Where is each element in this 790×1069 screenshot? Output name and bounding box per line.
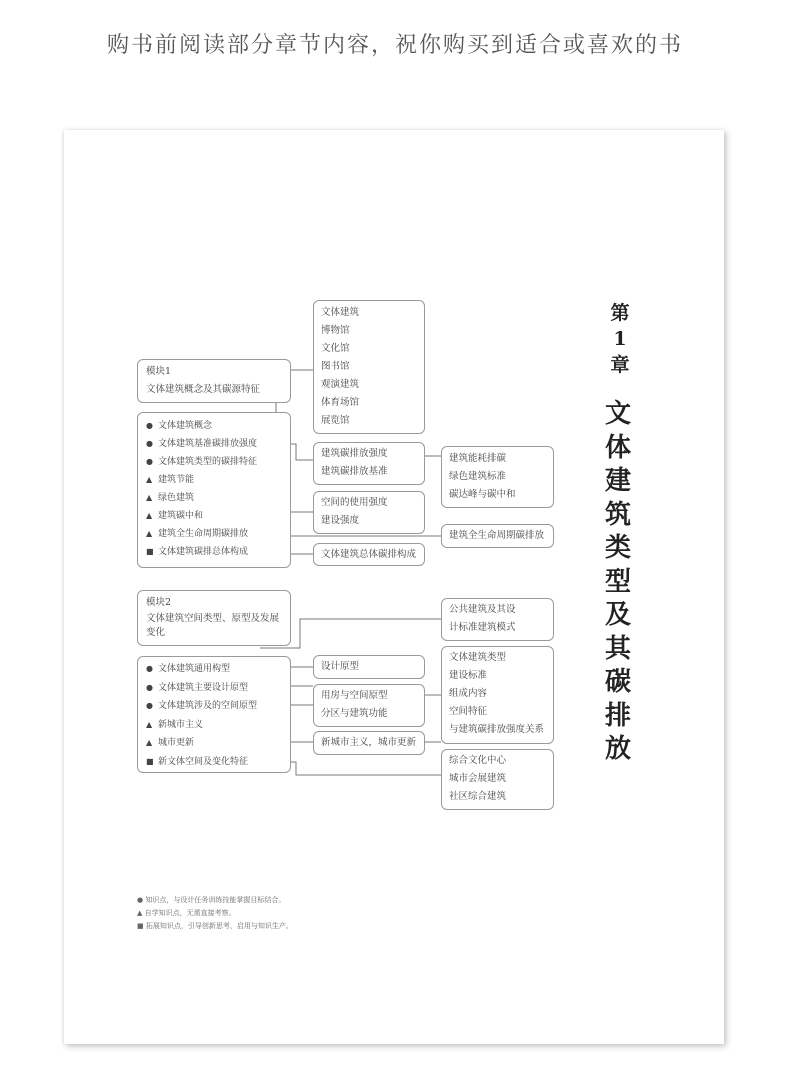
list-item: ● 文体建筑主要设计原型 <box>146 682 249 693</box>
list-item: 综合文化中心 <box>449 755 507 766</box>
list-item: 空间特征 <box>449 706 488 717</box>
list-item: ■ 新文体空间及变化特征 <box>146 756 249 767</box>
list-item: 设计原型 <box>321 661 360 672</box>
module1-subtitle: 文体建筑概念及其碳源特征 <box>146 384 261 395</box>
list-item: ■ 文体建筑碳排总体构成 <box>146 547 249 557</box>
list-item: 展览馆 <box>321 415 350 426</box>
list-item: 体育场馆 <box>321 397 360 408</box>
list-item: ▲ 新城市主义 <box>146 719 204 730</box>
module2-public-box <box>441 598 554 641</box>
module1-header <box>137 359 291 403</box>
list-item: 博物馆 <box>321 325 350 336</box>
list-item: 计标准建筑模式 <box>449 622 516 633</box>
chapter-title: 文 体 建 筑 类 型 及 其 碳 排 放 <box>604 399 631 764</box>
page-banner: 购书前阅读部分章节内容，祝你购买到适合或喜欢的书 <box>106 33 683 58</box>
module1-energy-box <box>441 446 554 508</box>
book-page <box>64 130 724 1044</box>
list-item: 观演建筑 <box>321 379 360 390</box>
list-item: 城市会展建筑 <box>449 773 507 784</box>
module2-title: 模块2 <box>146 597 172 608</box>
list-item: ▲ 建筑全生命周期碳排放 <box>146 529 249 539</box>
list-item: 新城市主义，城市更新 <box>321 737 417 748</box>
module2-usage-box <box>313 684 425 727</box>
list-item: 建筑碳排放基准 <box>321 466 388 477</box>
module2-header <box>137 590 291 646</box>
list-item: 分区与建筑功能 <box>321 708 388 719</box>
legend-item: ● 知识点，与设计任务训练技能掌握目标结合。 <box>137 896 286 904</box>
module1-types-box <box>313 300 425 434</box>
list-item: 文体建筑类型 <box>449 652 507 663</box>
list-item: 建设强度 <box>321 515 360 526</box>
module2-urbanism-box <box>313 731 425 755</box>
module1-space-box <box>313 491 425 534</box>
list-item: 空间的使用强度 <box>321 497 388 508</box>
list-item: 绿色建筑标准 <box>449 471 507 482</box>
list-item: 建筑碳排放强度 <box>321 448 388 459</box>
list-item: ▲ 绿色建筑 <box>146 493 195 503</box>
list-item: 组成内容 <box>449 688 488 699</box>
list-item: 文体建筑 <box>321 307 360 318</box>
module2-prototype-box <box>313 655 425 679</box>
legend-item: ■ 拓展知识点，引导创新思考，启用与知识生产。 <box>137 922 293 930</box>
list-item: ● 文体建筑涉及的空间原型 <box>146 701 258 711</box>
list-item: ▲ 城市更新 <box>146 738 195 748</box>
list-item: 建筑全生命周期碳排放 <box>449 530 545 541</box>
legend <box>137 894 293 933</box>
list-item: ● 文体建筑通用构型 <box>146 664 231 674</box>
list-item: 社区综合建筑 <box>449 791 507 802</box>
module2-typedetails-box <box>441 646 554 744</box>
list-item: 文体建筑总体碳排构成 <box>321 549 417 560</box>
module1-knowledge-list <box>137 412 291 568</box>
module2-subtitle: 文体建筑空间类型、原型及发展变化 <box>146 613 280 638</box>
list-item: ● 文体建筑类型的碳排特征 <box>146 457 258 467</box>
list-item: 建筑能耗排碳 <box>449 453 507 464</box>
module2-complex-box <box>441 749 554 810</box>
list-item: ● 文体建筑概念 <box>146 421 213 431</box>
legend-item: ▲ 自学知识点，无需直接考察。 <box>137 909 236 917</box>
module1-intensity-box <box>313 442 425 485</box>
list-item: ● 文体建筑基准碳排放强度 <box>146 439 258 449</box>
module1-title: 模块1 <box>146 366 172 377</box>
module2-knowledge-list <box>137 656 291 773</box>
list-item: 公共建筑及其设 <box>449 604 516 615</box>
chapter-number: 第 1 章 <box>610 302 630 376</box>
list-item: 建设标准 <box>449 670 488 681</box>
list-item: 碳达峰与碳中和 <box>449 489 516 500</box>
list-item: 用房与空间原型 <box>321 690 388 701</box>
list-item: 图书馆 <box>321 361 350 372</box>
list-item: ▲ 建筑节能 <box>146 475 195 485</box>
list-item: ▲ 建筑碳中和 <box>146 511 204 521</box>
module1-lifecycle-box <box>441 524 554 548</box>
list-item: 与建筑碳排放强度关系 <box>449 724 545 735</box>
list-item: 文化馆 <box>321 343 350 354</box>
module1-total-box <box>313 543 425 566</box>
